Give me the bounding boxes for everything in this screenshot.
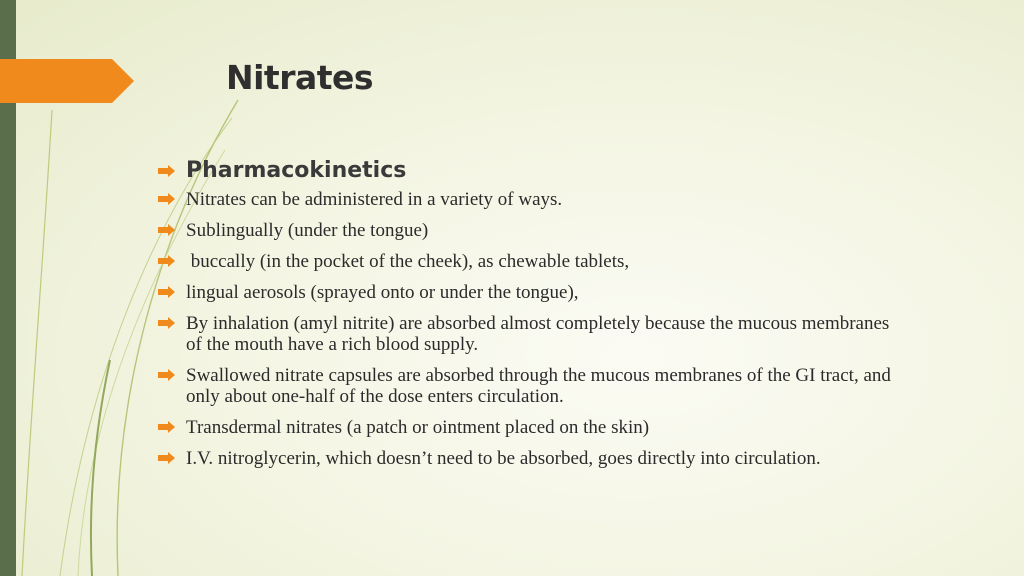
list-item-text: buccally (in the pocket of the cheek), as chewable tablets,	[186, 251, 630, 272]
right-arrow-icon	[158, 369, 175, 381]
bullet-list	[158, 154, 898, 469]
list-item-text: lingual aerosols (sprayed onto or under the tongue),	[186, 282, 579, 303]
list-item	[158, 448, 898, 469]
section-heading: Pharmacokinetics	[186, 158, 407, 183]
list-item	[158, 282, 898, 303]
list-item	[158, 220, 898, 241]
list-item	[158, 251, 898, 272]
list-item-text: Swallowed nitrate capsules are absorbed through the mucous membranes of the GI tract, and only about one-half of the dose enters circulation.	[186, 365, 891, 407]
list-item-text: Sublingually (under the tongue)	[186, 220, 429, 241]
list-item-text: Nitrates can be administered in a variety of ways.	[186, 189, 563, 210]
list-item	[158, 313, 898, 355]
right-arrow-icon	[158, 421, 175, 433]
list-item	[158, 189, 898, 210]
list-item	[158, 365, 898, 407]
slide-title: Nitrates	[226, 58, 374, 97]
list-item-text: I.V. nitroglycerin, which doesn’t need to be absorbed, goes directly into circulation.	[186, 448, 821, 469]
slide-content	[158, 154, 898, 479]
list-item	[158, 417, 898, 438]
right-arrow-icon	[158, 452, 175, 464]
list-item-text: By inhalation (amyl nitrite) are absorbed almost completely because the mucous membranes of the mouth have a rich blood supply.	[186, 313, 890, 355]
title-accent-arrow	[0, 59, 134, 103]
list-item-text: Transdermal nitrates (a patch or ointment placed on the skin)	[186, 417, 650, 438]
right-arrow-icon	[158, 193, 175, 205]
list-item-heading	[158, 154, 898, 188]
right-arrow-icon	[158, 255, 175, 267]
right-arrow-icon	[158, 317, 175, 329]
right-arrow-icon	[158, 165, 175, 177]
right-arrow-icon	[158, 286, 175, 298]
right-arrow-icon	[158, 224, 175, 236]
